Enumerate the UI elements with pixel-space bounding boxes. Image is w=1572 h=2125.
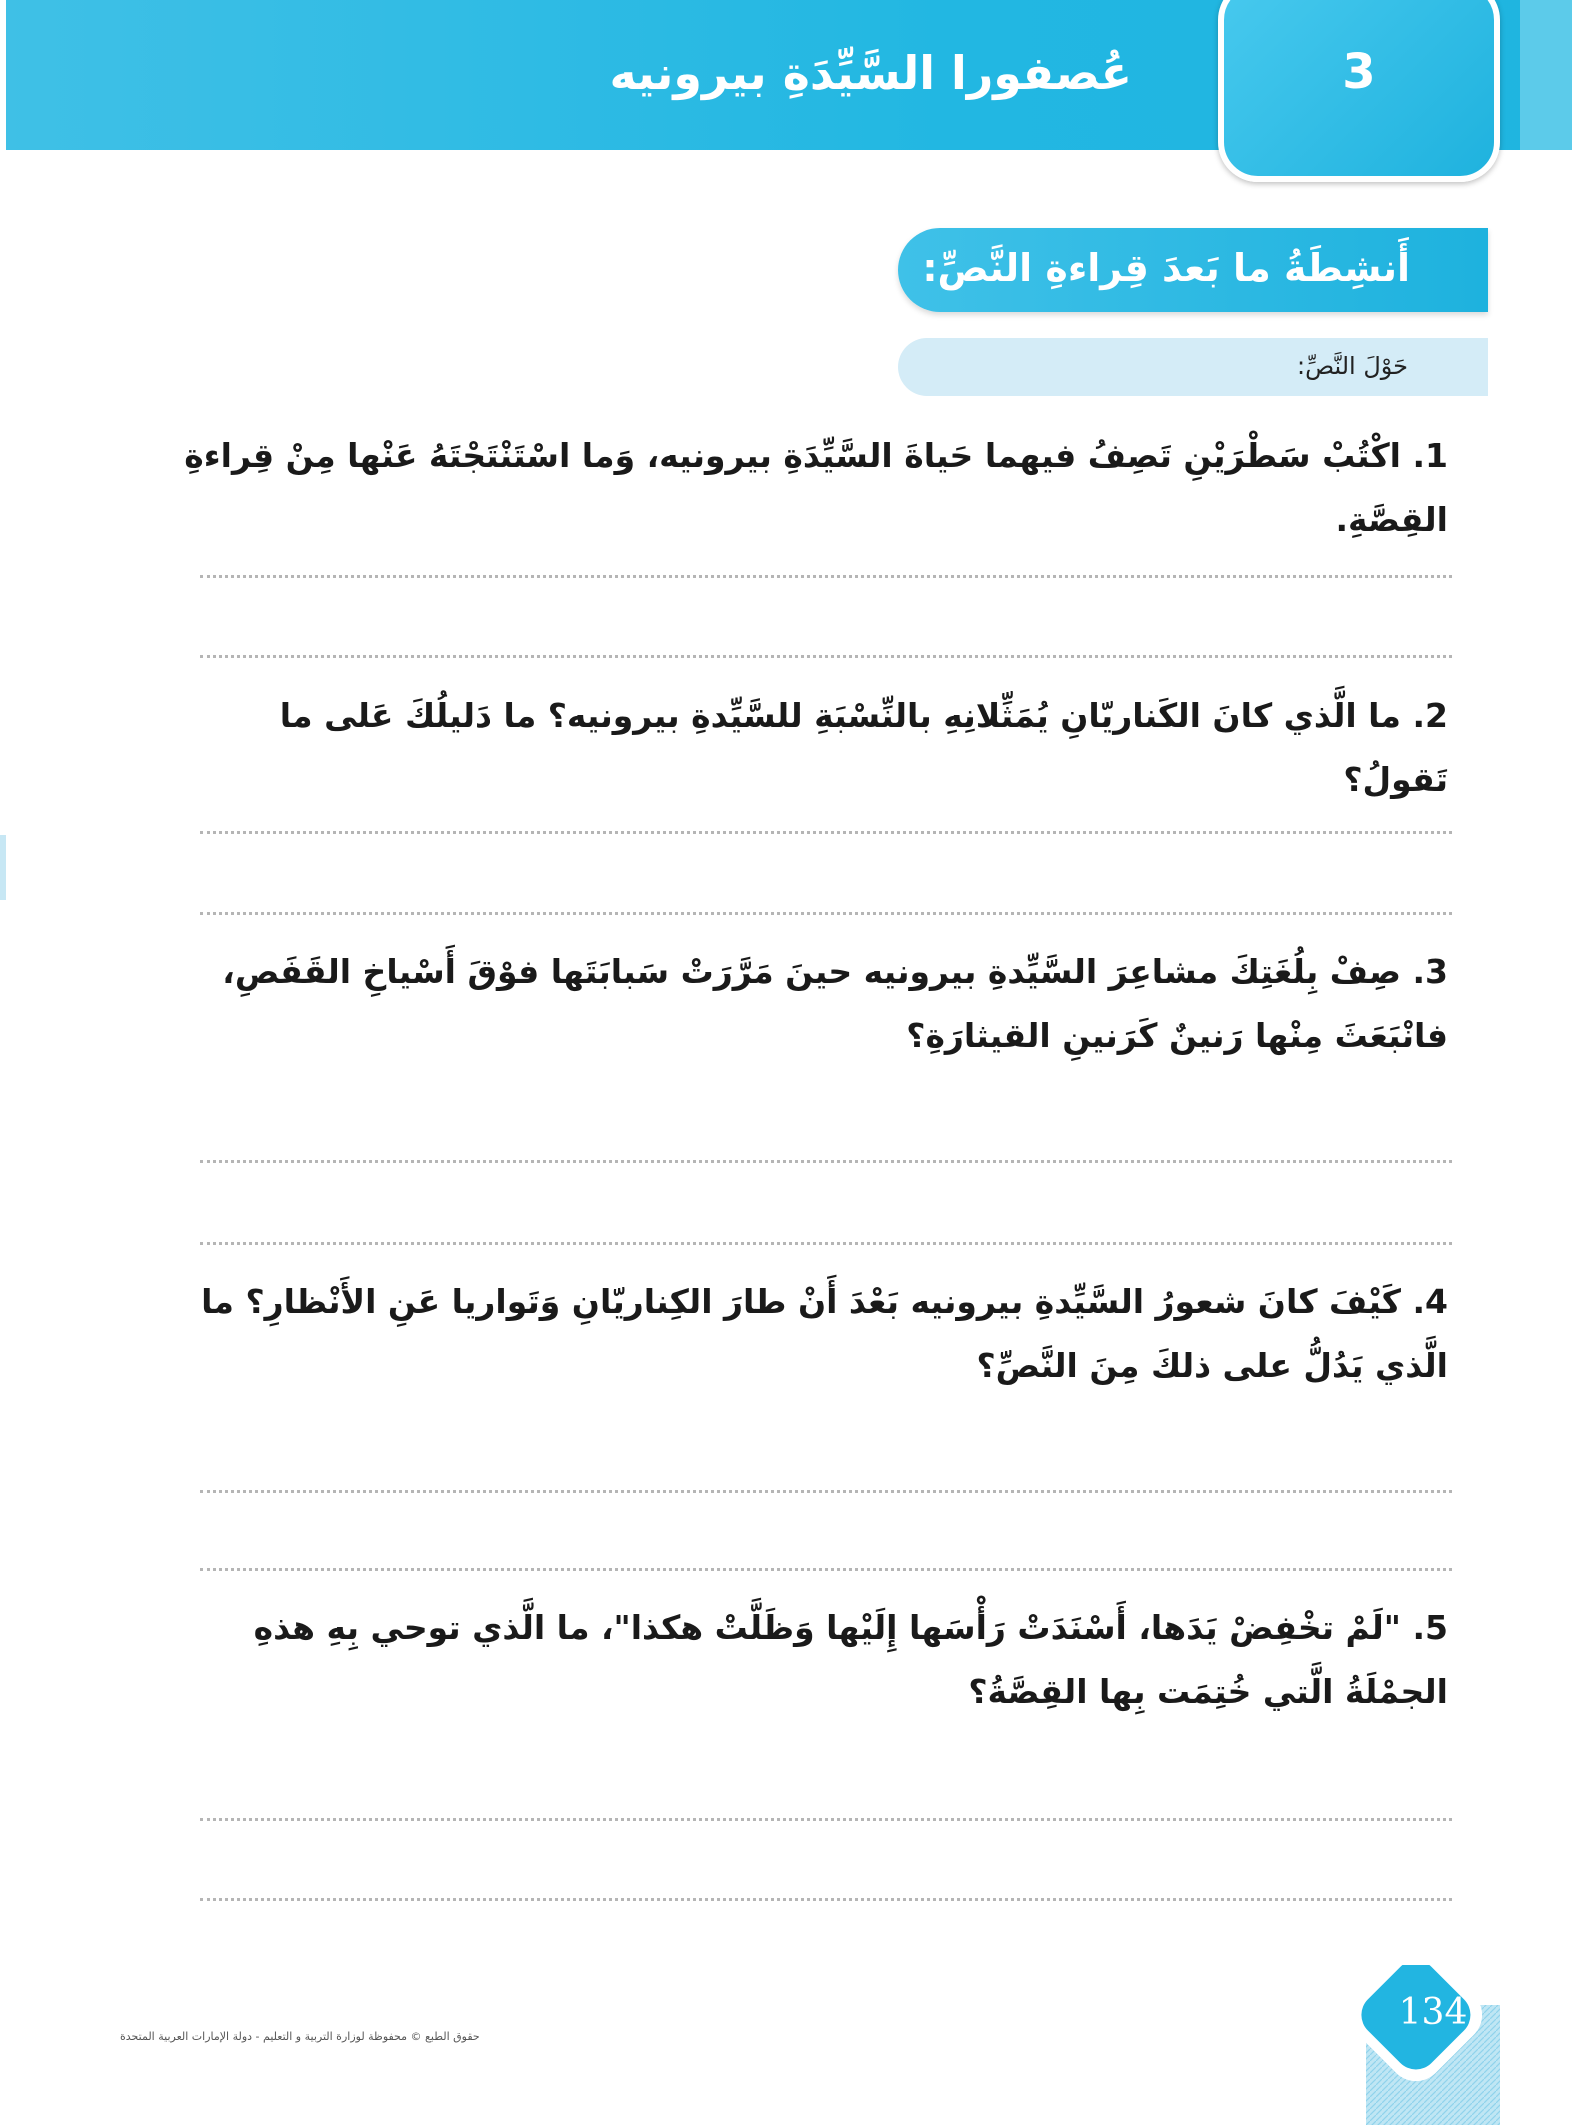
header-edge-strip (1520, 0, 1572, 150)
question-3: 3. صِفْ بِلُغَتِكَ مشاعِرَ السَّيِّدةِ بيرونيه حينَ مَرَّرَتْ سَبابَتَها فوْقَ أَسْياخِ القَفَصِ، فانْبَعَثَ مِنْها رَنينٌ كَرَنينِ القيثارَةِ؟ (222, 952, 1448, 1055)
answer-line[interactable] (200, 912, 1452, 915)
margin-mark (0, 835, 6, 900)
question-5: 5. "لَمْ تخْفِضْ يَدَها، أَسْنَدَتْ رَأْسَها إِلَيْها وَظَلَّتْ هكذا"، ما الَّذي توحي بِهِ هذهِ الجمْلَةُ الَّتي خُتِمَت بِها القِصَّةُ؟ (253, 1608, 1448, 1711)
chapter-number: 3 (1342, 44, 1376, 100)
answer-line[interactable] (200, 1242, 1452, 1245)
section-label: حَوْلَ النَّصِّ: (1296, 352, 1408, 380)
answer-line[interactable] (200, 575, 1452, 578)
answer-line[interactable] (200, 1818, 1452, 1821)
page-badge (1358, 1965, 1508, 2125)
question-1: 1. اكْتُبْ سَطْرَيْنِ تَصِفُ فيهما حَياةَ السَّيِّدَةِ بيرونيه، وَما اسْتَنْتَجْتَهُ عَنْها مِنْ قِراءةِ القِصَّةِ. (184, 436, 1448, 539)
answer-line[interactable] (200, 1898, 1452, 1901)
lesson-title: عُصفورا السَّيِّدَةِ بيرونيه (609, 46, 1132, 100)
answer-line[interactable] (200, 831, 1452, 834)
answer-line[interactable] (200, 1490, 1452, 1493)
answer-line[interactable] (200, 1160, 1452, 1163)
page-number: 134 (1398, 1992, 1468, 2033)
answer-line[interactable] (200, 655, 1452, 658)
activities-title: أَنشِطَةُ ما بَعدَ قِراءةِ النَّصِّ: (922, 246, 1410, 290)
copyright-notice: حقوق الطبع © محفوظة لوزارة التربية و التعليم - دولة الإمارات العربية المتحدة (120, 2030, 480, 2043)
section-banner (898, 338, 1488, 396)
question-2: 2. ما الَّذي كانَ الكَناريّانِ يُمَثِّلانِهِ بالنِّسْبَةِ للسَّيِّدةِ بيرونيه؟ ما دَليلُكَ عَلى ما تَقولُ؟ (279, 696, 1448, 799)
answer-line[interactable] (200, 1568, 1452, 1571)
activities-banner (898, 228, 1488, 312)
question-4: 4. كَيْفَ كانَ شعورُ السَّيِّدةِ بيرونيه بَعْدَ أَنْ طارَ الكِناريّانِ وَتَواريا عَنِ الأَنْظارِ؟ ما الَّذي يَدُلُّ على ذلكَ مِنَ النَّصِّ؟ (201, 1282, 1448, 1385)
chapter-box (1218, 0, 1500, 182)
